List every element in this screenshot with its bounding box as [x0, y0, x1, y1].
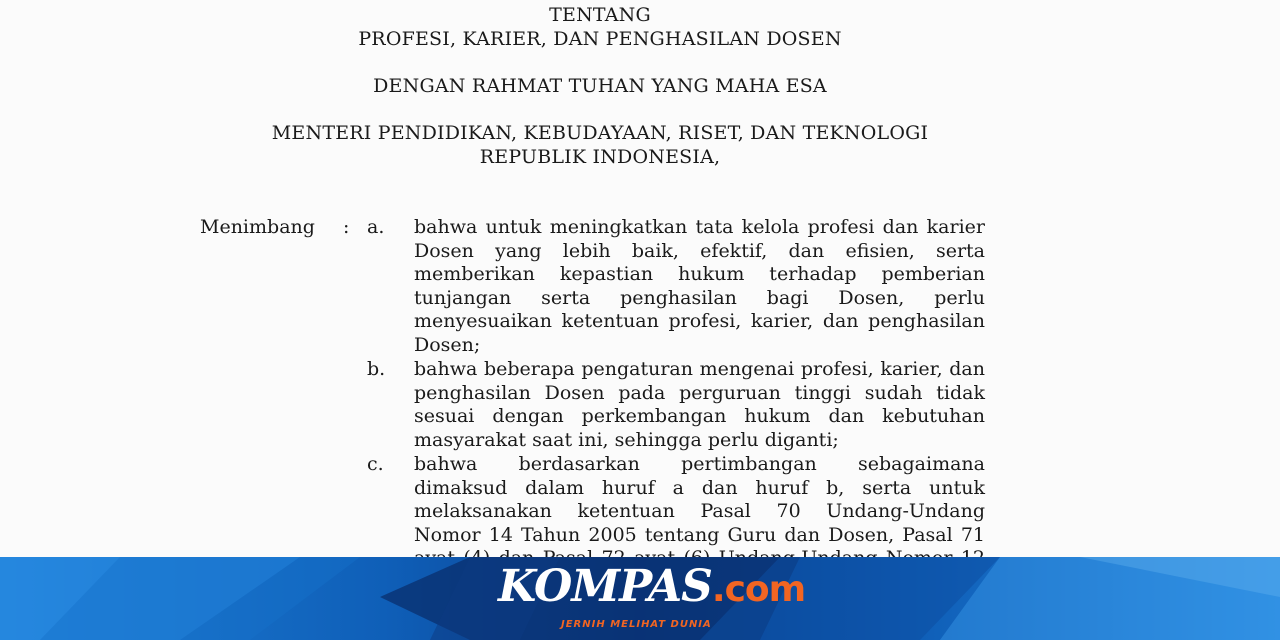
item-a-text	[414, 216, 985, 358]
item-c-line: melaksanakan ketentuan Pasal 70 Undang-Undang	[414, 500, 985, 523]
heading-tentang: TENTANG	[549, 4, 651, 26]
kompas-logo	[498, 561, 805, 612]
item-c-line: Nomor 14 Tahun 2005 tentang Guru dan Dosen, Pasal 71	[414, 523, 985, 546]
item-a-line: Dosen yang lebih baik, efektif, dan efisien, serta	[414, 239, 985, 262]
item-c-line: dimaksud dalam huruf a dan huruf b, serta untuk	[414, 476, 985, 499]
item-b-text	[414, 358, 985, 452]
kompas-tagline: JERNIH MELIHAT DUNIA	[561, 619, 712, 630]
item-a-letter: a.	[367, 216, 385, 238]
item-b-line: penghasilan Dosen pada perguruan tinggi sudah tidak	[414, 381, 985, 404]
item-a-line: Dosen;	[414, 333, 481, 356]
item-a-line: memberikan kepastian hukum terhadap pemberian	[414, 263, 985, 286]
heading-subject: PROFESI, KARIER, DAN PENGHASILAN DOSEN	[358, 28, 842, 50]
item-c-line: bahwa berdasarkan pertimbangan sebagaimana	[414, 453, 985, 475]
heading-rahmat: DENGAN RAHMAT TUHAN YANG MAHA ESA	[373, 75, 827, 97]
item-b-line: bahwa beberapa pengaturan mengenai profesi, karier, dan	[414, 358, 985, 380]
item-b-line: masyarakat saat ini, sehingga perlu diganti;	[414, 428, 839, 451]
item-b-line: sesuai dengan perkembangan hukum dan kebutuhan	[414, 405, 985, 428]
menimbang-colon: :	[343, 216, 350, 238]
item-a-line: menyesuaikan ketentuan profesi, karier, dan penghasilan	[414, 310, 985, 333]
item-c-text	[414, 453, 985, 571]
kompas-logo-main: KOMPAS	[498, 561, 712, 612]
kompas-banner	[0, 557, 1280, 640]
heading-republik: REPUBLIK INDONESIA,	[479, 146, 721, 168]
item-a-line: bahwa untuk meningkatkan tata kelola profesi dan karier	[414, 216, 985, 238]
item-a-line: tunjangan serta penghasilan bagi Dosen, perlu	[414, 286, 985, 309]
heading-menteri: MENTERI PENDIDIKAN, KEBUDAYAAN, RISET, DAN TEKNOLOGI	[271, 122, 929, 144]
menimbang-label: Menimbang	[200, 216, 315, 238]
item-b-letter: b.	[367, 358, 386, 380]
kompas-logo-suffix: .com	[711, 569, 806, 610]
item-c-letter: c.	[367, 453, 384, 475]
